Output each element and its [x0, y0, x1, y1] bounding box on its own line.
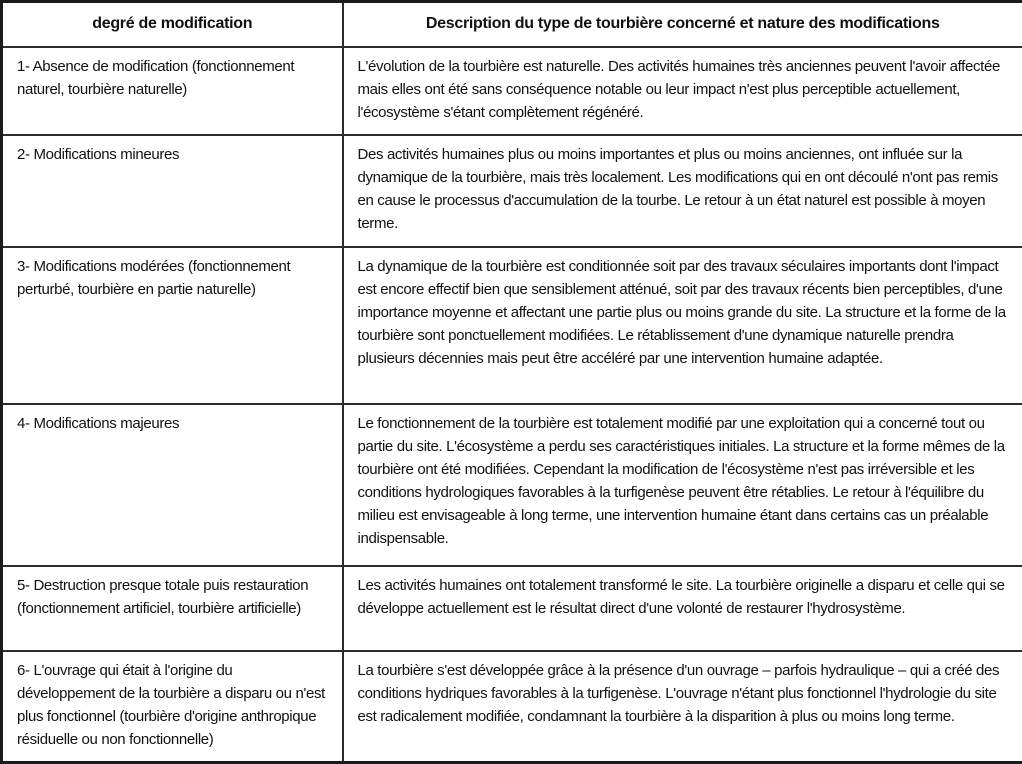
- description-cell: Le fonctionnement de la tourbière est totalement modifié par une exploitation qui a concerné tout ou partie du site. L'écosystème a perdu ses caractéristiques initiales. La structure et la forme mêmes de la tourbière ont été modifiées. Cependant la modification de l'écosystème n'est pas irréversible et les conditions hydrologiques favorables à la turfigenèse peuvent être rétablies. Le retour à l'équilibre du milieu est envisageable à long terme, une intervention humaine étant dans certains cas un préalable indispensable.: [343, 404, 1022, 566]
- column-header-degree: degré de modification: [2, 2, 343, 47]
- description-cell: Les activités humaines ont totalement transformé le site. La tourbière originelle a disparu et celle qui se développe actuellement est le résultat direct d'une volonté de restaurer l'hydrosystème.: [343, 566, 1022, 651]
- degree-cell: 4- Modifications majeures: [2, 404, 343, 566]
- table-row: [2, 566, 1022, 651]
- table-row: [2, 651, 1022, 763]
- description-cell: L'évolution de la tourbière est naturelle. Des activités humaines très anciennes peuvent l'avoir affectée mais elles ont été sans conséquence notable ou leur impact n'est plus perceptible actuellement, l'écosystème s'étant complètement régénéré.: [343, 47, 1022, 135]
- table-row: [2, 47, 1022, 135]
- table-header-row: [2, 2, 1022, 47]
- description-cell: La dynamique de la tourbière est conditionnée soit par des travaux séculaires importants dont l'impact est encore effectif bien que sensiblement atténué, soit par des travaux récents bien perceptibles, d'une importance moyenne et affectant une partie plus ou moins grande du site. La structure et la forme de la tourbière sont ponctuellement modifiées. Le rétablissement d'une dynamique naturelle prendra plusieurs décennies mais peut être accéléré par une intervention humaine adaptée.: [343, 247, 1022, 404]
- degree-cell: 6- L'ouvrage qui était à l'origine du développement de la tourbière a disparu ou n'est plus fonctionnel (tourbière d'origine anthropique résiduelle ou non fonctionnelle): [2, 651, 343, 763]
- degree-cell: 5- Destruction presque totale puis restauration (fonctionnement artificiel, tourbière artificielle): [2, 566, 343, 651]
- degree-cell: 2- Modifications mineures: [2, 135, 343, 247]
- description-cell: Des activités humaines plus ou moins importantes et plus ou moins anciennes, ont influée sur la dynamique de la tourbière, mais très localement. Les modifications qui en ont découlé n'ont pas remis en cause le processus d'accumulation de la tourbe. Le retour à un état naturel est possible à moyen terme.: [343, 135, 1022, 247]
- description-cell: La tourbière s'est développée grâce à la présence d'un ouvrage – parfois hydraulique – qui a créé des conditions hydriques favorables à la turfigenèse. L'ouvrage n'étant plus fonctionnel l'hydrologie du site est radicalement modifiée, condamnant la tourbière à la disparition à plus ou moins long terme.: [343, 651, 1022, 763]
- table-row: [2, 135, 1022, 247]
- column-header-description: Description du type de tourbière concerné et nature des modifications: [343, 2, 1022, 47]
- table-row: [2, 247, 1022, 404]
- degree-cell: 3- Modifications modérées (fonctionnement perturbé, tourbière en partie naturelle): [2, 247, 343, 404]
- table-row: [2, 404, 1022, 566]
- degree-cell: 1- Absence de modification (fonctionnement naturel, tourbière naturelle): [2, 47, 343, 135]
